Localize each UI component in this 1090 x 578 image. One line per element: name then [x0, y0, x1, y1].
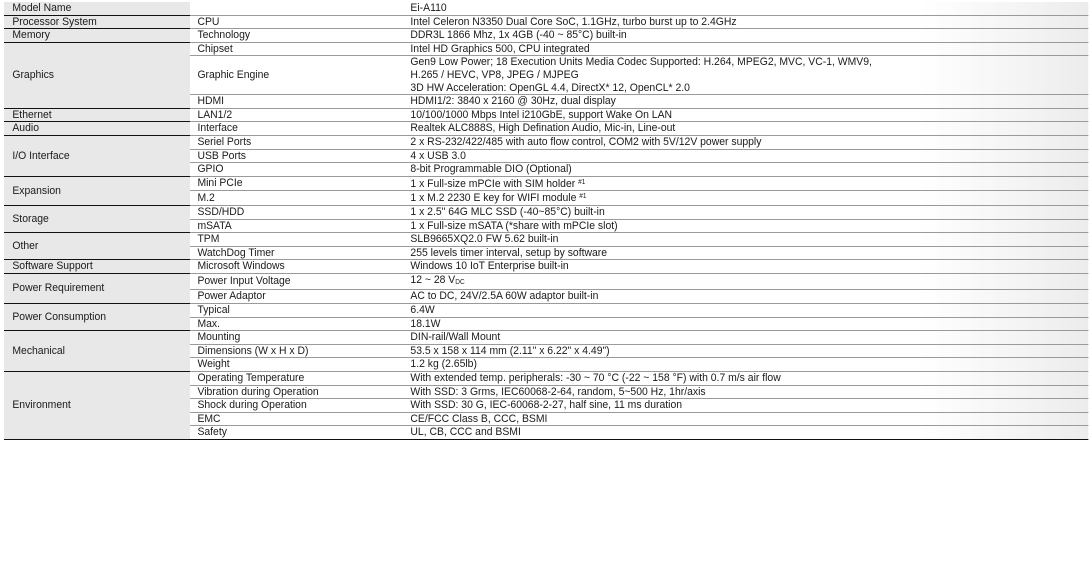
- value-cell: 18.1W: [403, 317, 920, 331]
- value-cell: Ei-A110: [403, 2, 920, 15]
- row-fill: [920, 399, 1088, 413]
- value-cell: UL, CB, CCC and BSMI: [403, 426, 920, 440]
- unit-subscript: DC: [455, 278, 465, 286]
- item-cell: Graphic Engine: [190, 56, 403, 95]
- item-cell: Max.: [190, 317, 403, 331]
- row-fill: [920, 205, 1088, 219]
- value-cell: 1 x 2.5" 64G MLC SSD (-40~85°C) built-in: [403, 205, 920, 219]
- row-fill: [920, 290, 1088, 304]
- row-fill: [920, 149, 1088, 163]
- value-cell: AC to DC, 24V/2.5A 60W adaptor built-in: [403, 290, 920, 304]
- item-cell: USB Ports: [190, 149, 403, 163]
- table-row: [4, 29, 1088, 43]
- row-fill: [920, 191, 1088, 206]
- value-text: 1 x Full-size mPCIe with SIM holder: [410, 177, 576, 190]
- row-fill: [920, 304, 1088, 318]
- item-cell: Power Adaptor: [190, 290, 403, 304]
- table-row: [4, 372, 1088, 386]
- row-fill: [920, 219, 1088, 233]
- category-cell: Model Name: [4, 2, 190, 15]
- item-cell: Weight: [190, 358, 403, 372]
- item-cell: Mounting: [190, 331, 403, 345]
- row-fill: [920, 331, 1088, 345]
- row-fill: [920, 233, 1088, 247]
- value-cell: With SSD: 3 Grms, IEC60068-2-64, random, 5~500 Hz, 1hr/axis: [403, 385, 920, 399]
- footnote-mark: #1: [578, 178, 586, 186]
- table-row: [4, 42, 1088, 56]
- value-cell: DDR3L 1866 Mhz, 1x 4GB (-40 ~ 85°C) built-in: [403, 29, 920, 43]
- row-fill: [920, 95, 1088, 109]
- item-cell: Seriel Ports: [190, 135, 403, 149]
- row-fill: [920, 15, 1088, 29]
- row-fill: [920, 163, 1088, 177]
- row-fill: [920, 176, 1088, 191]
- category-cell: Power Requirement: [4, 273, 190, 303]
- table-row: [4, 331, 1088, 345]
- value-text: 12 ~ 28 V: [410, 273, 456, 286]
- value-cell: Realtek ALC888S, High Defination Audio, Mic-in, Line-out: [403, 122, 920, 136]
- item-cell: CPU: [190, 15, 403, 29]
- row-fill: [920, 317, 1088, 331]
- value-cell: [403, 273, 920, 290]
- table-row: [4, 176, 1088, 191]
- item-cell: Operating Temperature: [190, 372, 403, 386]
- value-cell: DIN-rail/Wall Mount: [403, 331, 920, 345]
- item-cell: Power Input Voltage: [190, 273, 403, 290]
- category-cell: Processor System: [4, 15, 190, 29]
- category-cell: Ethernet: [4, 108, 190, 122]
- item-cell: TPM: [190, 233, 403, 247]
- table-row: [4, 108, 1088, 122]
- value-cell: Intel HD Graphics 500, CPU integrated: [403, 42, 920, 56]
- table-row: [4, 260, 1088, 274]
- category-cell: Other: [4, 233, 190, 260]
- item-cell: Dimensions (W x H x D): [190, 344, 403, 358]
- item-cell: Shock during Operation: [190, 399, 403, 413]
- value-cell: SLB9665XQ2.0 FW 5.62 built-in: [403, 233, 920, 247]
- value-cell: Intel Celeron N3350 Dual Core SoC, 1.1GHz, turbo burst up to 2.4GHz: [403, 15, 920, 29]
- value-cell: 4 x USB 3.0: [403, 149, 920, 163]
- item-cell: SSD/HDD: [190, 205, 403, 219]
- category-cell: Environment: [4, 372, 190, 440]
- item-cell: HDMI: [190, 95, 403, 109]
- category-cell: Software Support: [4, 260, 190, 274]
- value-cell: With SSD: 30 G, IEC-60068-2-27, half sine, 11 ms duration: [403, 399, 920, 413]
- table-row: [4, 304, 1088, 318]
- table-row: [4, 15, 1088, 29]
- value-text: 1 x M.2 2230 E key for WIFI module: [410, 192, 577, 205]
- table-row: [4, 135, 1088, 149]
- item-cell: mSATA: [190, 219, 403, 233]
- item-cell: Typical: [190, 304, 403, 318]
- table-row: [4, 122, 1088, 136]
- item-cell: Vibration during Operation: [190, 385, 403, 399]
- row-fill: [920, 246, 1088, 260]
- item-cell: Microsoft Windows: [190, 260, 403, 274]
- value-cell: 8-bit Programmable DIO (Optional): [403, 163, 920, 177]
- row-fill: [920, 372, 1088, 386]
- spec-table: [4, 2, 1088, 440]
- item-cell: EMC: [190, 412, 403, 426]
- row-fill: [920, 108, 1088, 122]
- item-cell: Mini PCIe: [190, 176, 403, 191]
- item-cell: [190, 2, 403, 15]
- item-cell: Technology: [190, 29, 403, 43]
- value-line: 3D HW Acceleration: OpenGL 4.4, DirectX* 12, OpenCL* 2.0: [403, 82, 920, 95]
- value-cell: 1.2 kg (2.65lb): [403, 358, 920, 372]
- value-cell: HDMI1/2: 3840 x 2160 @ 30Hz, dual display: [403, 95, 920, 109]
- row-fill: [920, 273, 1088, 290]
- row-fill: [920, 42, 1088, 56]
- row-fill: [920, 122, 1088, 136]
- row-fill: [920, 2, 1088, 15]
- item-cell: M.2: [190, 191, 403, 206]
- row-fill: [920, 29, 1088, 43]
- footnote-mark: #1: [579, 193, 587, 201]
- value-cell: Windows 10 IoT Enterprise built-in: [403, 260, 920, 274]
- table-row: [4, 2, 1088, 15]
- value-cell: 6.4W: [403, 304, 920, 318]
- category-cell: Memory: [4, 29, 190, 43]
- item-cell: Safety: [190, 426, 403, 440]
- value-cell: With extended temp. peripherals: -30 ~ 70 °C (-22 ~ 158 °F) with 0.7 m/s air flow: [403, 372, 920, 386]
- category-cell: I/O Interface: [4, 135, 190, 176]
- value-line: H.265 / HEVC, VP8, JPEG / MJPEG: [410, 68, 579, 81]
- value-cell: 2 x RS-232/422/485 with auto flow control, COM2 with 5V/12V power supply: [403, 135, 920, 149]
- value-cell: [403, 191, 920, 206]
- value-line: Gen9 Low Power; 18 Execution Units Media Codec Supported: H.264, MPEG2, MVC, VC-1, WMV9,: [410, 56, 872, 69]
- table-row: [4, 205, 1088, 219]
- value-cell: [403, 176, 920, 191]
- item-cell: Chipset: [190, 42, 403, 56]
- value-cell: 1 x Full-size mSATA (*share with mPCIe slot): [403, 219, 920, 233]
- category-cell: Storage: [4, 205, 190, 232]
- row-fill: [920, 358, 1088, 372]
- value-cell: CE/FCC Class B, CCC, BSMI: [403, 412, 920, 426]
- row-fill: [920, 385, 1088, 399]
- table-row: [4, 273, 1088, 290]
- category-cell: Graphics: [4, 42, 190, 108]
- category-cell: Mechanical: [4, 331, 190, 372]
- row-fill: [920, 260, 1088, 274]
- row-fill: [920, 412, 1088, 426]
- value-cell: 53.5 x 158 x 114 mm (2.11" x 6.22" x 4.49"): [403, 344, 920, 358]
- table-row: [4, 233, 1088, 247]
- value-cell: 10/100/1000 Mbps Intel i210GbE, support Wake On LAN: [403, 108, 920, 122]
- row-fill: [920, 135, 1088, 149]
- value-cell: 255 levels timer interval, setup by software: [403, 246, 920, 260]
- item-cell: Interface: [190, 122, 403, 136]
- item-cell: LAN1/2: [190, 108, 403, 122]
- category-cell: Audio: [4, 122, 190, 136]
- row-fill: [920, 56, 1088, 95]
- item-cell: GPIO: [190, 163, 403, 177]
- category-cell: Expansion: [4, 176, 190, 205]
- item-cell: WatchDog Timer: [190, 246, 403, 260]
- category-cell: Power Consumption: [4, 304, 190, 331]
- row-fill: [920, 426, 1088, 440]
- row-fill: [920, 344, 1088, 358]
